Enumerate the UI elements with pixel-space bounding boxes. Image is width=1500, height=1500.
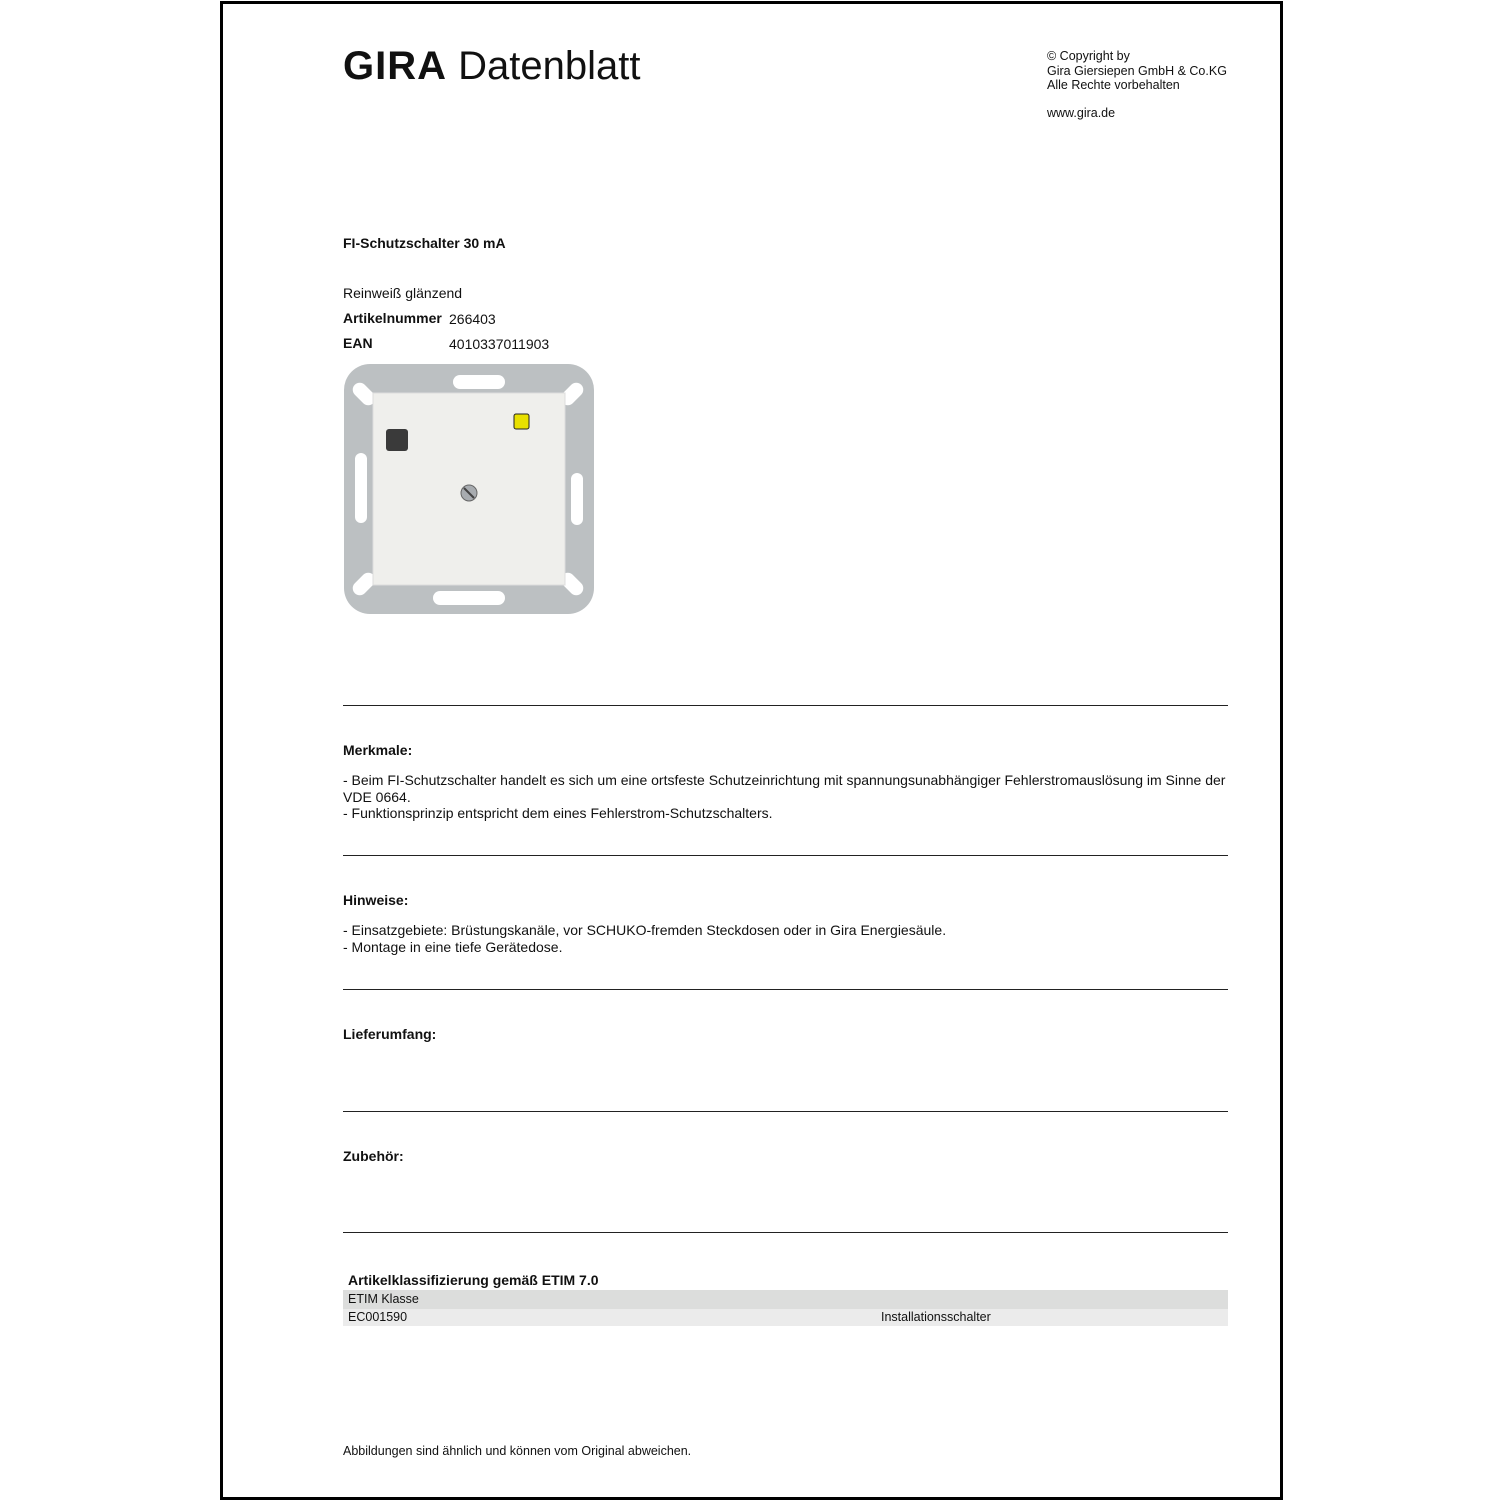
divider — [343, 855, 1228, 856]
footer-note: Abbildungen sind ähnlich und können vom Original abweichen. — [343, 1444, 692, 1458]
divider — [343, 1111, 1228, 1112]
copyright-line: Gira Giersiepen GmbH & Co.KG — [1047, 63, 1227, 78]
etim-class-code: EC001590 — [348, 1310, 408, 1324]
feature-line: - Funktionsprinzip entspricht dem eines Fehlerstrom-Schutzschalters. — [343, 805, 773, 821]
etim-class-name: Installationsschalter — [881, 1310, 991, 1324]
copyright — [1047, 49, 1227, 93]
zubehoer-heading: Zubehör: — [343, 1148, 404, 1164]
etim-heading: Artikelklassifizierung gemäß ETIM 7.0 — [348, 1272, 599, 1288]
feature-line: - Beim FI-Schutzschalter handelt es sich um eine ortsfeste Schutzeinrichtung mit spannungsunabhängiger Fehlerstromauslösung im Sinne der VDE 0664. — [343, 772, 1226, 805]
divider — [343, 705, 1228, 706]
test-button — [386, 429, 408, 451]
website-link[interactable]: www.gira.de — [1047, 106, 1116, 120]
product-title: FI-Schutzschalter 30 mA — [343, 235, 506, 251]
copyright-line: Alle Rechte vorbehalten — [1047, 78, 1180, 92]
merkmale-text — [343, 772, 1228, 822]
ean-value: 4010337011903 — [449, 336, 550, 352]
hinweise-text — [343, 922, 1228, 955]
note-line: - Einsatzgebiete: Brüstungskanäle, vor SCHUKO-fremden Steckdosen oder in Gira Energiesäule. — [343, 922, 947, 938]
divider — [343, 989, 1228, 990]
hinweise-heading: Hinweise: — [343, 892, 409, 908]
article-number: 266403 — [449, 311, 496, 327]
etim-table — [343, 1290, 1228, 1326]
note-line: - Montage in eine tiefe Gerätedose. — [343, 938, 563, 955]
merkmale-heading: Merkmale: — [343, 742, 413, 758]
divider — [343, 1232, 1228, 1233]
doc-type: Datenblatt — [458, 44, 641, 88]
product-color: Reinweiß glänzend — [343, 285, 463, 301]
brand: GIRA — [343, 44, 447, 88]
lieferumfang-heading: Lieferumfang: — [343, 1026, 437, 1042]
etim-class-label: ETIM Klasse — [343, 1290, 1228, 1309]
copyright-line: © Copyright by — [1047, 49, 1130, 63]
gira-logo — [343, 44, 640, 89]
ean-label: EAN — [343, 335, 373, 351]
product-image — [343, 363, 595, 615]
etim-row — [343, 1309, 1228, 1326]
article-label: Artikelnummer — [343, 310, 442, 326]
